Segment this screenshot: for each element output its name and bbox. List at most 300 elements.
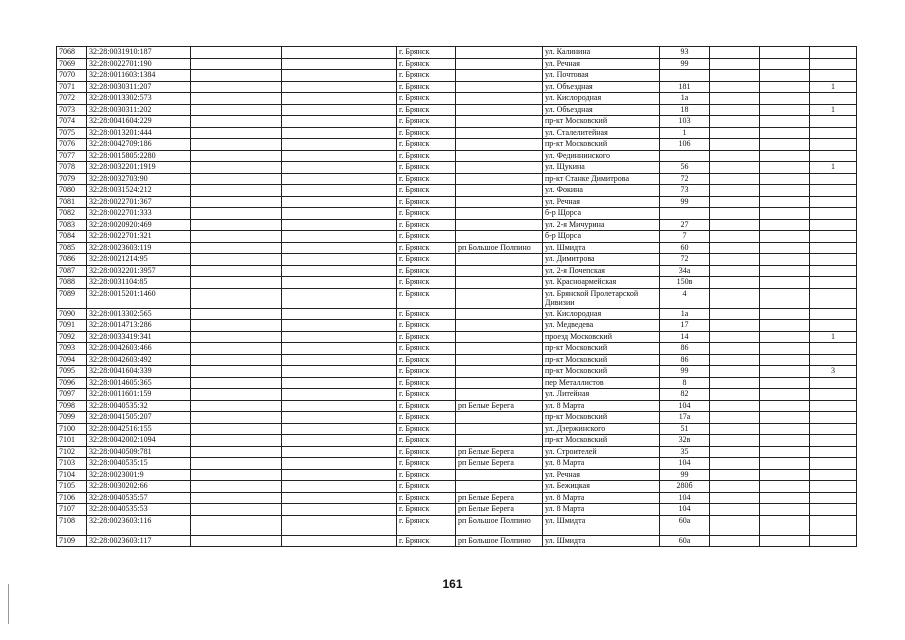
empty-cell bbox=[191, 469, 282, 481]
settlement-cell bbox=[456, 343, 543, 355]
cadastral-number: 32:28:0040535:15 bbox=[87, 458, 191, 470]
row-number: 7078 bbox=[57, 162, 87, 174]
street-cell: б-р Щорса bbox=[543, 231, 660, 243]
street-cell: ул. Димитрова bbox=[543, 254, 660, 266]
house-number-cell: 104 bbox=[660, 458, 710, 470]
empty-cell bbox=[760, 435, 810, 447]
count-cell bbox=[810, 481, 857, 493]
count-cell bbox=[810, 446, 857, 458]
empty-cell bbox=[191, 265, 282, 277]
table-row bbox=[57, 435, 857, 447]
city-cell: г. Брянск bbox=[397, 162, 456, 174]
cadastral-number: 32:28:0040535:53 bbox=[87, 504, 191, 516]
table-row bbox=[57, 70, 857, 82]
empty-cell bbox=[191, 343, 282, 355]
street-cell: ул. Медведева bbox=[543, 320, 660, 332]
empty-cell bbox=[710, 389, 760, 401]
city-cell: г. Брянск bbox=[397, 127, 456, 139]
city-cell: г. Брянск bbox=[397, 265, 456, 277]
empty-cell bbox=[710, 288, 760, 308]
city-cell: г. Брянск bbox=[397, 400, 456, 412]
empty-cell bbox=[282, 265, 397, 277]
street-cell: ул. Шмидта bbox=[543, 515, 660, 535]
city-cell: г. Брянск bbox=[397, 104, 456, 116]
street-cell: б-р Щорса bbox=[543, 208, 660, 220]
street-cell: ул. Речная bbox=[543, 196, 660, 208]
city-cell: г. Брянск bbox=[397, 254, 456, 266]
count-cell bbox=[810, 515, 857, 535]
row-number: 7108 bbox=[57, 515, 87, 535]
row-number: 7073 bbox=[57, 104, 87, 116]
settlement-cell: рп Белые Берега bbox=[456, 446, 543, 458]
house-number-cell: 99 bbox=[660, 58, 710, 70]
empty-cell bbox=[760, 185, 810, 197]
row-number: 7071 bbox=[57, 81, 87, 93]
street-cell: ул. Литейная bbox=[543, 389, 660, 401]
empty-cell bbox=[191, 208, 282, 220]
count-cell bbox=[810, 320, 857, 332]
empty-cell bbox=[282, 93, 397, 105]
row-number: 7100 bbox=[57, 423, 87, 435]
city-cell: г. Брянск bbox=[397, 458, 456, 470]
empty-cell bbox=[282, 127, 397, 139]
empty-cell bbox=[191, 116, 282, 128]
settlement-cell: рп Белые Берега bbox=[456, 400, 543, 412]
house-number-cell: 17 bbox=[660, 320, 710, 332]
empty-cell bbox=[282, 412, 397, 424]
empty-cell bbox=[760, 173, 810, 185]
empty-cell bbox=[710, 343, 760, 355]
house-number-cell: 106 bbox=[660, 139, 710, 151]
empty-cell bbox=[191, 219, 282, 231]
cadastral-number: 32:28:0031910:187 bbox=[87, 47, 191, 59]
row-number: 7082 bbox=[57, 208, 87, 220]
empty-cell bbox=[282, 150, 397, 162]
cadastral-number: 32:28:0040509:781 bbox=[87, 446, 191, 458]
row-number: 7090 bbox=[57, 308, 87, 320]
settlement-cell bbox=[456, 185, 543, 197]
empty-cell bbox=[710, 366, 760, 378]
count-cell bbox=[810, 389, 857, 401]
empty-cell bbox=[710, 492, 760, 504]
empty-cell bbox=[760, 331, 810, 343]
empty-cell bbox=[191, 481, 282, 493]
row-number: 7092 bbox=[57, 331, 87, 343]
empty-cell bbox=[760, 254, 810, 266]
count-cell bbox=[810, 58, 857, 70]
row-number: 7109 bbox=[57, 535, 87, 547]
empty-cell bbox=[191, 423, 282, 435]
settlement-cell bbox=[456, 412, 543, 424]
settlement-cell bbox=[456, 208, 543, 220]
settlement-cell: рп Большое Полпино bbox=[456, 515, 543, 535]
cadastral-number: 32:28:0013201:444 bbox=[87, 127, 191, 139]
empty-cell bbox=[710, 139, 760, 151]
table-row bbox=[57, 47, 857, 59]
empty-cell bbox=[760, 277, 810, 289]
table-row bbox=[57, 231, 857, 243]
empty-cell bbox=[710, 173, 760, 185]
row-number: 7077 bbox=[57, 150, 87, 162]
empty-cell bbox=[282, 185, 397, 197]
empty-cell bbox=[760, 127, 810, 139]
empty-cell bbox=[760, 308, 810, 320]
count-cell bbox=[810, 354, 857, 366]
row-number: 7106 bbox=[57, 492, 87, 504]
row-number: 7079 bbox=[57, 173, 87, 185]
empty-cell bbox=[710, 219, 760, 231]
row-number: 7072 bbox=[57, 93, 87, 105]
count-cell bbox=[810, 458, 857, 470]
street-cell: пр-кт Московский bbox=[543, 366, 660, 378]
empty-cell bbox=[710, 231, 760, 243]
city-cell: г. Брянск bbox=[397, 58, 456, 70]
row-number: 7095 bbox=[57, 366, 87, 378]
table-row bbox=[57, 412, 857, 424]
street-cell: ул. 8 Марта bbox=[543, 458, 660, 470]
empty-cell bbox=[710, 458, 760, 470]
empty-cell bbox=[191, 320, 282, 332]
settlement-cell: рп Белые Берега bbox=[456, 458, 543, 470]
house-number-cell: 35 bbox=[660, 446, 710, 458]
empty-cell bbox=[282, 242, 397, 254]
row-number: 7086 bbox=[57, 254, 87, 266]
table-row bbox=[57, 242, 857, 254]
row-number: 7087 bbox=[57, 265, 87, 277]
city-cell: г. Брянск bbox=[397, 515, 456, 535]
city-cell: г. Брянск bbox=[397, 116, 456, 128]
city-cell: г. Брянск bbox=[397, 366, 456, 378]
table-row bbox=[57, 162, 857, 174]
city-cell: г. Брянск bbox=[397, 219, 456, 231]
empty-cell bbox=[282, 219, 397, 231]
empty-cell bbox=[710, 535, 760, 547]
house-number-cell: 7 bbox=[660, 231, 710, 243]
row-number: 7101 bbox=[57, 435, 87, 447]
count-cell bbox=[810, 504, 857, 516]
empty-cell bbox=[760, 354, 810, 366]
house-number-cell: 60 bbox=[660, 242, 710, 254]
empty-cell bbox=[760, 320, 810, 332]
empty-cell bbox=[191, 308, 282, 320]
settlement-cell bbox=[456, 139, 543, 151]
house-number-cell: 86 bbox=[660, 354, 710, 366]
street-cell: ул. Фокина bbox=[543, 185, 660, 197]
empty-cell bbox=[282, 162, 397, 174]
row-number: 7070 bbox=[57, 70, 87, 82]
table-row bbox=[57, 288, 857, 308]
empty-cell bbox=[710, 70, 760, 82]
cadastral-number: 32:28:0040535:57 bbox=[87, 492, 191, 504]
city-cell: г. Брянск bbox=[397, 389, 456, 401]
empty-cell bbox=[282, 446, 397, 458]
row-number: 7080 bbox=[57, 185, 87, 197]
empty-cell bbox=[282, 423, 397, 435]
empty-cell bbox=[710, 308, 760, 320]
settlement-cell bbox=[456, 47, 543, 59]
empty-cell bbox=[710, 331, 760, 343]
empty-cell bbox=[760, 116, 810, 128]
cadastral-number: 32:28:0042516:155 bbox=[87, 423, 191, 435]
empty-cell bbox=[282, 70, 397, 82]
count-cell bbox=[810, 127, 857, 139]
table-row bbox=[57, 400, 857, 412]
city-cell: г. Брянск bbox=[397, 423, 456, 435]
house-number-cell: 51 bbox=[660, 423, 710, 435]
settlement-cell bbox=[456, 354, 543, 366]
street-cell: пр-кт Московский bbox=[543, 435, 660, 447]
table-row bbox=[57, 320, 857, 332]
empty-cell bbox=[760, 288, 810, 308]
settlement-cell bbox=[456, 58, 543, 70]
house-number-cell: 14 bbox=[660, 331, 710, 343]
table-row bbox=[57, 254, 857, 266]
settlement-cell bbox=[456, 196, 543, 208]
table-row bbox=[57, 127, 857, 139]
empty-cell bbox=[282, 515, 397, 535]
count-cell: 1 bbox=[810, 331, 857, 343]
empty-cell bbox=[710, 208, 760, 220]
settlement-cell bbox=[456, 481, 543, 493]
settlement-cell bbox=[456, 288, 543, 308]
table-row bbox=[57, 354, 857, 366]
table-row bbox=[57, 196, 857, 208]
empty-cell bbox=[282, 535, 397, 547]
street-cell: пр-кт Московский bbox=[543, 139, 660, 151]
table-row bbox=[57, 58, 857, 70]
table-row bbox=[57, 423, 857, 435]
street-cell: ул. Кислородная bbox=[543, 308, 660, 320]
table-row bbox=[57, 208, 857, 220]
count-cell bbox=[810, 435, 857, 447]
empty-cell bbox=[760, 162, 810, 174]
cadastral-number: 32:28:0030311:207 bbox=[87, 81, 191, 93]
empty-cell bbox=[710, 469, 760, 481]
empty-cell bbox=[191, 47, 282, 59]
empty-cell bbox=[191, 412, 282, 424]
empty-cell bbox=[282, 458, 397, 470]
table-row bbox=[57, 116, 857, 128]
city-cell: г. Брянск bbox=[397, 412, 456, 424]
row-number: 7088 bbox=[57, 277, 87, 289]
house-number-cell: 4 bbox=[660, 288, 710, 308]
empty-cell bbox=[710, 254, 760, 266]
cadastral-number: 32:28:0041604:229 bbox=[87, 116, 191, 128]
street-cell: ул. Объездная bbox=[543, 104, 660, 116]
city-cell: г. Брянск bbox=[397, 208, 456, 220]
street-cell: ул. Фединнинского bbox=[543, 150, 660, 162]
city-cell: г. Брянск bbox=[397, 231, 456, 243]
count-cell bbox=[810, 254, 857, 266]
cadastral-number: 32:28:0022701:321 bbox=[87, 231, 191, 243]
empty-cell bbox=[191, 173, 282, 185]
city-cell: г. Брянск bbox=[397, 535, 456, 547]
empty-cell bbox=[710, 127, 760, 139]
empty-cell bbox=[191, 331, 282, 343]
house-number-cell: 72 bbox=[660, 254, 710, 266]
empty-cell bbox=[710, 242, 760, 254]
empty-cell bbox=[282, 492, 397, 504]
empty-cell bbox=[191, 58, 282, 70]
count-cell bbox=[810, 308, 857, 320]
table-row bbox=[57, 366, 857, 378]
empty-cell bbox=[760, 343, 810, 355]
house-number-cell: 104 bbox=[660, 400, 710, 412]
city-cell: г. Брянск bbox=[397, 277, 456, 289]
cadastral-number: 32:28:0011603:1384 bbox=[87, 70, 191, 82]
count-cell bbox=[810, 219, 857, 231]
street-cell: ул. Сталелитейная bbox=[543, 127, 660, 139]
settlement-cell bbox=[456, 81, 543, 93]
cadastral-number: 32:28:0042603:492 bbox=[87, 354, 191, 366]
house-number-cell: 17а bbox=[660, 412, 710, 424]
empty-cell bbox=[710, 277, 760, 289]
count-cell bbox=[810, 288, 857, 308]
empty-cell bbox=[282, 81, 397, 93]
empty-cell bbox=[760, 458, 810, 470]
settlement-cell bbox=[456, 331, 543, 343]
count-cell bbox=[810, 492, 857, 504]
empty-cell bbox=[710, 354, 760, 366]
house-number-cell bbox=[660, 70, 710, 82]
empty-cell bbox=[710, 196, 760, 208]
empty-cell bbox=[282, 320, 397, 332]
empty-cell bbox=[760, 535, 810, 547]
street-cell: ул. Речная bbox=[543, 58, 660, 70]
empty-cell bbox=[710, 47, 760, 59]
street-cell: ул. Калинина bbox=[543, 47, 660, 59]
street-cell: ул. 8 Марта bbox=[543, 400, 660, 412]
house-number-cell: 8 bbox=[660, 377, 710, 389]
row-number: 7085 bbox=[57, 242, 87, 254]
table-row bbox=[57, 219, 857, 231]
empty-cell bbox=[191, 354, 282, 366]
empty-cell bbox=[760, 446, 810, 458]
empty-cell bbox=[760, 219, 810, 231]
empty-cell bbox=[760, 104, 810, 116]
house-number-cell: 34а bbox=[660, 265, 710, 277]
row-number: 7081 bbox=[57, 196, 87, 208]
house-number-cell: 104 bbox=[660, 504, 710, 516]
count-cell bbox=[810, 47, 857, 59]
cadastral-number: 32:28:0031104:85 bbox=[87, 277, 191, 289]
row-number: 7076 bbox=[57, 139, 87, 151]
street-cell: проезд Московский bbox=[543, 331, 660, 343]
cadastral-number: 32:28:0023603:116 bbox=[87, 515, 191, 535]
empty-cell bbox=[282, 104, 397, 116]
cadastral-number: 32:28:0041505:207 bbox=[87, 412, 191, 424]
settlement-cell: рп Большое Полпино bbox=[456, 242, 543, 254]
empty-cell bbox=[191, 127, 282, 139]
settlement-cell bbox=[456, 150, 543, 162]
settlement-cell bbox=[456, 254, 543, 266]
street-cell: ул. Шмидта bbox=[543, 535, 660, 547]
settlement-cell bbox=[456, 435, 543, 447]
empty-cell bbox=[282, 254, 397, 266]
settlement-cell bbox=[456, 104, 543, 116]
city-cell: г. Брянск bbox=[397, 81, 456, 93]
empty-cell bbox=[710, 93, 760, 105]
cadastral-number: 32:28:0022701:190 bbox=[87, 58, 191, 70]
empty-cell bbox=[282, 377, 397, 389]
empty-cell bbox=[191, 231, 282, 243]
empty-cell bbox=[760, 58, 810, 70]
empty-cell bbox=[191, 288, 282, 308]
row-number: 7097 bbox=[57, 389, 87, 401]
row-number: 7075 bbox=[57, 127, 87, 139]
street-cell: ул. 2-я Мичурина bbox=[543, 219, 660, 231]
empty-cell bbox=[191, 446, 282, 458]
table-row bbox=[57, 185, 857, 197]
city-cell: г. Брянск bbox=[397, 196, 456, 208]
settlement-cell bbox=[456, 277, 543, 289]
cadastral-number: 32:28:0022701:367 bbox=[87, 196, 191, 208]
empty-cell bbox=[710, 400, 760, 412]
house-number-cell bbox=[660, 208, 710, 220]
cadastral-number: 32:28:0040535:32 bbox=[87, 400, 191, 412]
count-cell bbox=[810, 231, 857, 243]
table-row bbox=[57, 504, 857, 516]
cadastral-number: 32:28:0030202:66 bbox=[87, 481, 191, 493]
cadastral-number: 32:28:0023603:119 bbox=[87, 242, 191, 254]
empty-cell bbox=[282, 366, 397, 378]
empty-cell bbox=[282, 58, 397, 70]
empty-cell bbox=[282, 139, 397, 151]
empty-cell bbox=[282, 116, 397, 128]
city-cell: г. Брянск bbox=[397, 150, 456, 162]
house-number-cell: 82 bbox=[660, 389, 710, 401]
table-row bbox=[57, 265, 857, 277]
city-cell: г. Брянск bbox=[397, 139, 456, 151]
empty-cell bbox=[191, 377, 282, 389]
street-cell: ул. Дзержинского bbox=[543, 423, 660, 435]
empty-cell bbox=[282, 343, 397, 355]
count-cell bbox=[810, 469, 857, 481]
empty-cell bbox=[191, 366, 282, 378]
house-number-cell: 18 bbox=[660, 104, 710, 116]
empty-cell bbox=[282, 288, 397, 308]
city-cell: г. Брянск bbox=[397, 435, 456, 447]
empty-cell bbox=[760, 93, 810, 105]
empty-cell bbox=[282, 308, 397, 320]
empty-cell bbox=[191, 150, 282, 162]
row-number: 7091 bbox=[57, 320, 87, 332]
empty-cell bbox=[191, 70, 282, 82]
street-cell: пр-кт Московский bbox=[543, 116, 660, 128]
row-number: 7103 bbox=[57, 458, 87, 470]
empty-cell bbox=[760, 389, 810, 401]
empty-cell bbox=[282, 435, 397, 447]
count-cell bbox=[810, 377, 857, 389]
empty-cell bbox=[282, 504, 397, 516]
count-cell bbox=[810, 139, 857, 151]
table-row bbox=[57, 308, 857, 320]
city-cell: г. Брянск bbox=[397, 47, 456, 59]
empty-cell bbox=[191, 254, 282, 266]
cadastral-number: 32:28:0013302:573 bbox=[87, 93, 191, 105]
empty-cell bbox=[282, 354, 397, 366]
cadastral-number: 32:28:0015805:2280 bbox=[87, 150, 191, 162]
settlement-cell bbox=[456, 93, 543, 105]
count-cell bbox=[810, 412, 857, 424]
empty-cell bbox=[760, 423, 810, 435]
city-cell: г. Брянск bbox=[397, 288, 456, 308]
table-row bbox=[57, 469, 857, 481]
empty-cell bbox=[191, 535, 282, 547]
empty-cell bbox=[760, 469, 810, 481]
count-cell bbox=[810, 265, 857, 277]
street-cell: пр-кт Московский bbox=[543, 354, 660, 366]
